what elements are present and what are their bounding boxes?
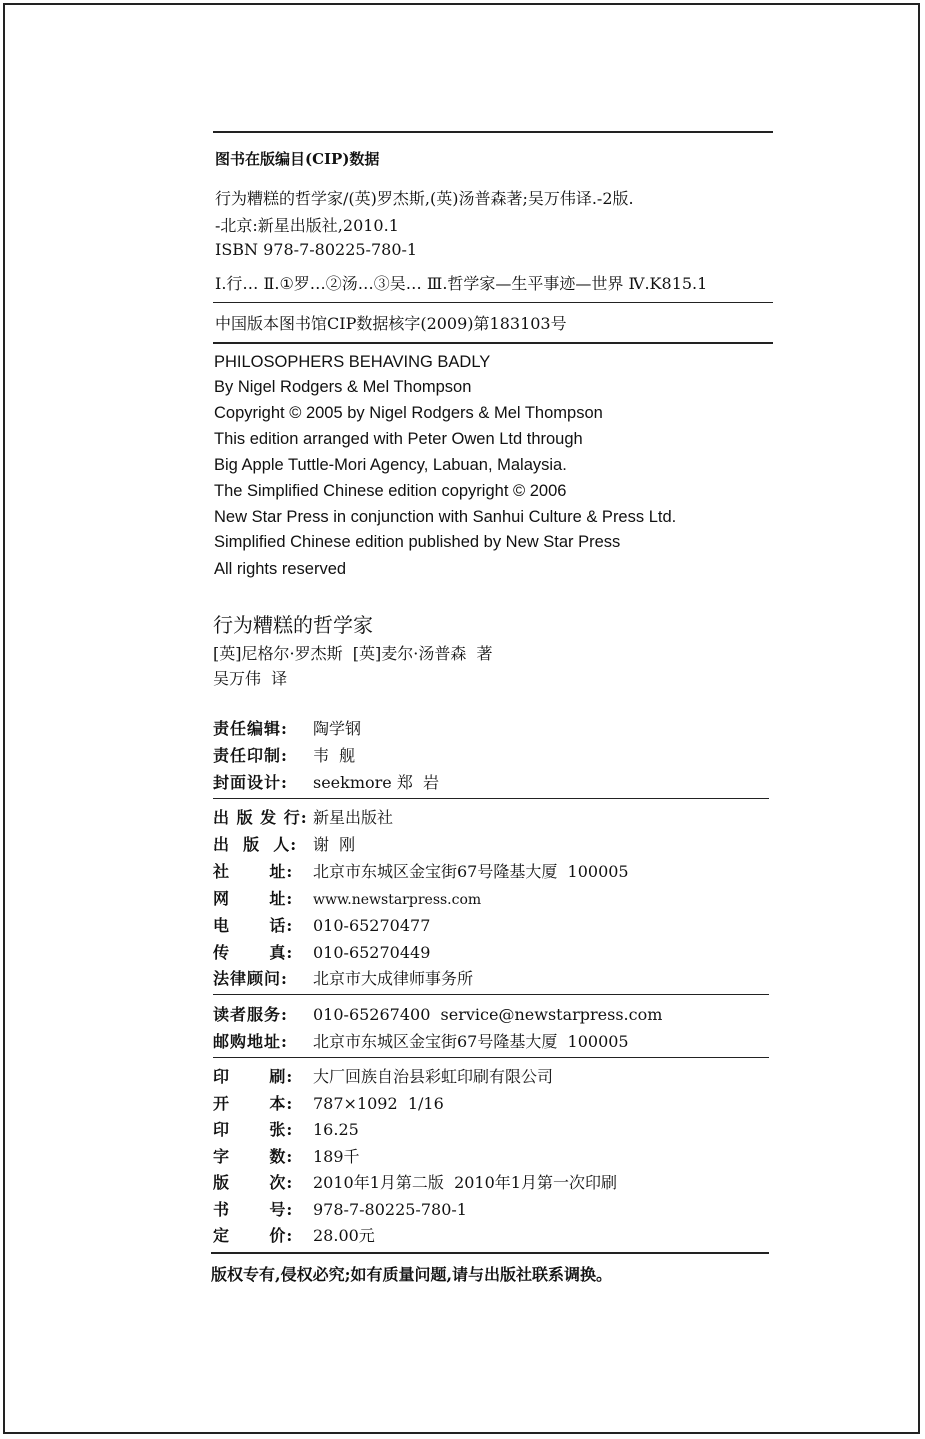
english-line-6: The Simplified Chinese edition copyright © 2006 [214, 482, 567, 500]
printing-row [213, 1144, 360, 1167]
row-value: 28.00元 [313, 1226, 375, 1245]
row-value: 189千 [313, 1147, 360, 1166]
printing-row [213, 1064, 553, 1087]
row-value: 韦 舰 [313, 746, 356, 765]
printing-row [213, 1170, 617, 1193]
printing-row [213, 1091, 444, 1114]
bottom-rule [211, 1252, 769, 1254]
row-value: 16.25 [313, 1120, 359, 1139]
cip-line-4: Ⅰ.行… Ⅱ.①罗…②汤…③吴… Ⅲ.哲学家—生平事迹—世界 Ⅳ.K815.1 [215, 274, 708, 293]
printing-row [213, 1223, 375, 1246]
english-line-1: PHILOSOPHERS BEHAVING BADLY [214, 353, 491, 371]
cip-line-1: 行为糟糕的哲学家/(英)罗杰斯,(英)汤普森著;吴万伟译.-2版. [215, 189, 634, 208]
row-label: 字 数: [213, 1147, 294, 1166]
editorial-divider [213, 798, 769, 799]
english-line-7: New Star Press in conjunction with Sanhui Culture & Press Ltd. [214, 508, 677, 526]
printing-row [213, 1197, 467, 1220]
row-value: 787×1092 1/16 [313, 1094, 444, 1113]
publisher-row [213, 940, 430, 963]
book-title: 行为糟糕的哲学家 [213, 613, 373, 637]
printing-row [213, 1117, 359, 1140]
english-line-3: Copyright © 2005 by Nigel Rodgers & Mel Thompson [214, 404, 603, 422]
publisher-row [213, 832, 355, 855]
row-value: 010-65267400 service@newstarpress.com [313, 1005, 663, 1024]
row-label: 网 址: [213, 889, 294, 908]
row-value: 陶学钢 [313, 719, 362, 738]
row-label: 邮购地址: [213, 1032, 288, 1051]
copyright-notice: 版权专有,侵权必究;如有质量问题,请与出版社联系调换。 [211, 1265, 613, 1284]
english-line-8: Simplified Chinese edition published by New Star Press [214, 533, 621, 551]
cip-line-2: -北京:新星出版社,2010.1 [215, 216, 399, 235]
row-label: 印 张: [213, 1120, 294, 1139]
row-label: 传 真: [213, 943, 294, 962]
service-divider [213, 1057, 769, 1058]
editorial-row [213, 716, 361, 739]
cip-heading: 图书在版编目(CIP)数据 [215, 150, 380, 168]
row-value: 北京市东城区金宝街67号隆基大厦 100005 [313, 862, 629, 881]
row-value: seekmore 郑 岩 [313, 773, 440, 792]
english-line-2: By Nigel Rodgers & Mel Thompson [214, 378, 472, 396]
row-value: www.newstarpress.com [313, 892, 482, 908]
row-value: 大厂回族自治县彩虹印刷有限公司 [313, 1067, 554, 1086]
row-label: 开 本: [213, 1094, 294, 1113]
cip-line-5: 中国版本图书馆CIP数据核字(2009)第183103号 [215, 314, 567, 333]
row-label: 封面设计: [213, 773, 288, 792]
row-value: 北京市东城区金宝街67号隆基大厦 100005 [313, 1032, 629, 1051]
row-value: 2010年1月第二版 2010年1月第一次印刷 [313, 1173, 617, 1192]
english-line-9: All rights reserved [214, 560, 347, 578]
row-value: 北京市大成律师事务所 [313, 969, 474, 988]
english-line-4: This edition arranged with Peter Owen Ltd through [214, 430, 583, 448]
row-label: 电 话: [213, 916, 294, 935]
row-label: 印 刷: [213, 1067, 294, 1086]
cip-divider [213, 302, 773, 303]
row-label: 定 价: [213, 1226, 294, 1245]
row-label: 读者服务: [213, 1005, 288, 1024]
service-row [213, 1002, 662, 1025]
english-line-5: Big Apple Tuttle-Mori Agency, Labuan, Malaysia. [214, 456, 567, 474]
publisher-row [213, 859, 629, 882]
row-label: 社 址: [213, 862, 294, 881]
row-value: 010-65270477 [313, 916, 431, 935]
publisher-row [213, 886, 481, 909]
row-value: 978-7-80225-780-1 [313, 1200, 467, 1219]
book-authors: [英]尼格尔·罗杰斯 [英]麦尔·汤普森 著 [213, 644, 493, 663]
row-label: 责任编辑: [213, 719, 288, 738]
book-translator: 吴万伟 译 [213, 669, 288, 688]
service-row [213, 1029, 629, 1052]
row-label: 出 版 发 行: [213, 808, 308, 827]
row-label: 责任印制: [213, 746, 288, 765]
publisher-row [213, 805, 393, 828]
row-value: 新星出版社 [313, 808, 394, 827]
cip-line-3: ISBN 978-7-80225-780-1 [215, 240, 418, 259]
row-label: 出 版 人: [213, 835, 298, 854]
row-value: 010-65270449 [313, 943, 431, 962]
row-label: 书 号: [213, 1200, 294, 1219]
row-label: 法律顾问: [213, 969, 288, 988]
publisher-row [213, 913, 430, 936]
row-value: 谢 刚 [313, 835, 356, 854]
editorial-row [213, 743, 355, 766]
row-label: 版 次: [213, 1173, 294, 1192]
publisher-row [213, 966, 473, 989]
editorial-row [213, 770, 439, 793]
top-rule [213, 131, 773, 133]
publisher-divider [213, 994, 769, 995]
cip-bottom-rule [213, 342, 773, 344]
